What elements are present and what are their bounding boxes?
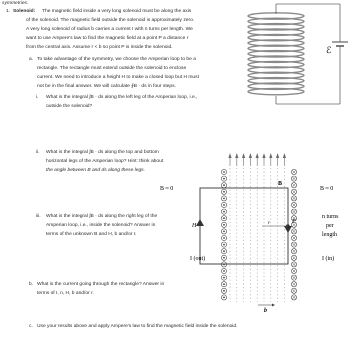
radius-label: r: [268, 221, 270, 226]
turns-label-1: n turns: [322, 214, 339, 220]
current-out-dot: [223, 184, 225, 186]
current-out-dot: [223, 237, 225, 239]
b-approx-zero-left: B ≈ 0: [160, 186, 174, 192]
current-out-label: I (out): [190, 256, 206, 262]
current-out-dot: [223, 290, 225, 292]
step-line: What is the integral ∫B · ds along the right leg of the: [46, 214, 158, 219]
current-out-dot: [223, 277, 225, 279]
b-label: b: [264, 308, 267, 314]
current-out-dot: [223, 270, 225, 272]
step-line: outside the solenoid?: [46, 104, 93, 109]
turns-label-2: per: [326, 223, 334, 229]
current-out-dot: [223, 171, 225, 173]
step-line: the angle between B and ds along these legs.: [46, 168, 145, 173]
field-arrowhead: [262, 153, 265, 158]
current-out-dot: [223, 204, 225, 206]
part-c-label: c.: [29, 324, 33, 329]
step-line: What is the integral ∫B · ds along the left leg of the Amperian loop, i.e.,: [46, 95, 198, 100]
solenoid-cross-section-diagram: [160, 153, 339, 314]
part-a-line: rectangle. The rectangle must extend outside the solenoid to enclose: [37, 66, 187, 71]
part-a-line: current. We need to introduce a height H to make a closed loop but H must: [37, 75, 199, 80]
current-out-dot: [223, 198, 225, 200]
step-line: terms of the unknown B and H, b and/or r.: [46, 232, 137, 237]
solenoid-coil: [248, 13, 304, 95]
step-label: ii.: [36, 150, 40, 155]
field-arrows: [228, 153, 286, 166]
field-arrowhead: [283, 153, 286, 158]
step-label: iii.: [36, 214, 41, 219]
current-out-dot: [223, 244, 225, 246]
field-arrowhead: [269, 153, 272, 158]
field-arrowhead: [256, 153, 259, 158]
current-out-dot: [223, 211, 225, 213]
intro-line: of the solenoid. The magnetic field outside the solenoid is approximately zero.: [26, 18, 195, 23]
current-out-dot: [223, 224, 225, 226]
step-line: What is the integral ∫B · ds along the top and bottom: [46, 150, 159, 155]
field-arrowhead: [242, 153, 245, 158]
height-label: H: [192, 223, 197, 229]
current-out-markers: [221, 169, 226, 300]
field-arrowhead: [228, 153, 231, 158]
part-b-line: What is the current going through the rectangle? Answer in: [37, 282, 165, 287]
problem-title: Solenoid:: [13, 9, 36, 14]
step-line: horizontal legs of the Amperian loop? Hint: think about: [46, 159, 164, 164]
loop-arrow-left: [196, 219, 204, 226]
solenoid-with-battery-diagram: [248, 4, 348, 104]
intro-line: from the central axis. Assume r < b so point P is inside the solenoid.: [26, 45, 173, 50]
b-approx-zero-right: B ≈ 0: [320, 186, 334, 192]
problem-number: 1.: [6, 9, 11, 14]
step-label: i.: [36, 95, 39, 100]
current-out-dot: [223, 178, 225, 180]
field-arrowhead: [235, 153, 238, 158]
current-out-dot: [223, 231, 225, 233]
current-out-dot: [223, 217, 225, 219]
current-out-dot: [223, 283, 225, 285]
current-out-dot: [223, 191, 225, 193]
field-arrowhead: [276, 153, 279, 158]
turns-label-3: length: [322, 232, 337, 238]
part-a-label: a.: [29, 57, 34, 62]
current-out-dot: [223, 250, 225, 252]
b-inside-label: B: [278, 181, 283, 187]
header-fragment: symmetries.: [2, 1, 29, 6]
intro-line: The magnetic field inside a very long solenoid must be along the axis: [42, 9, 192, 14]
emf-label: ℰ: [326, 45, 332, 55]
part-a-line: To take advantage of the symmetry, we choose the Amperian loop to be a: [37, 57, 196, 62]
part-b-label: b.: [29, 282, 34, 287]
part-c-text: Use your results above and apply Ampere's law to find the magnetic field inside the solenoid.: [37, 324, 238, 329]
field-arrowhead: [249, 153, 252, 158]
b-dimension-arrowhead: [272, 304, 275, 307]
current-in-label: I (in): [322, 256, 335, 262]
intro-line: A very long solenoid of radius b carries a current I with n turns per length. We: [26, 27, 193, 32]
step-line: Amperian loop, i.e., inside the solenoid? Answer in: [46, 223, 156, 228]
current-out-dot: [223, 257, 225, 259]
current-in-markers: [291, 169, 296, 300]
point-label: P: [292, 219, 296, 225]
part-b-line: terms of I, n, H, b and/or r.: [37, 291, 94, 296]
current-out-dot: [223, 297, 225, 299]
intro-line: want to use Ampere's law to find the magnetic field at a point P a distance r: [26, 36, 189, 41]
part-a-line: not be in the final answer. We will calculate ∮B · ds in four steps.: [37, 84, 176, 89]
